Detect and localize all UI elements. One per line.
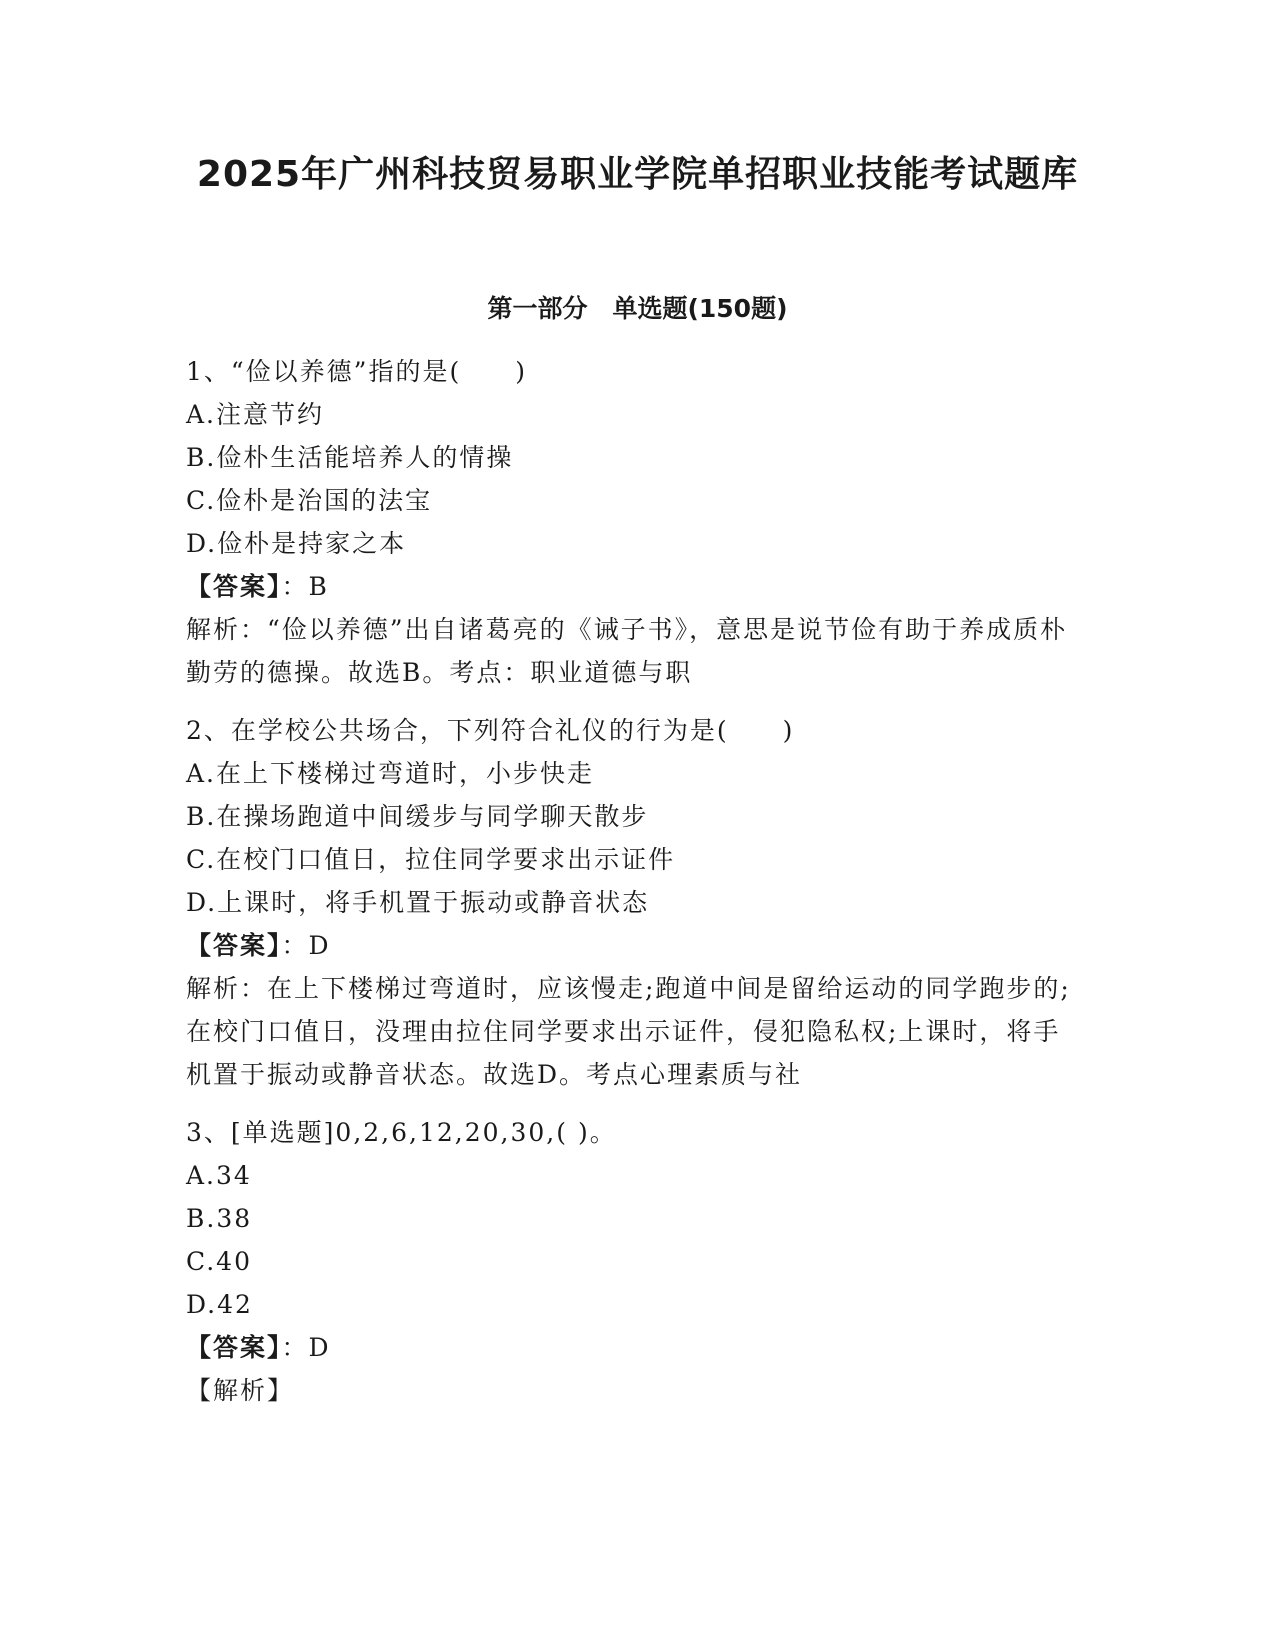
question-stem: 3、[单选题]0,2,6,12,20,30,( )。 [186, 1118, 617, 1147]
document-title: 2025年广州科技贸易职业学院单招职业技能考试题库 [196, 154, 1079, 195]
option-a: A.注意节约 [186, 400, 325, 429]
analysis-heading: 【解析】 [186, 1376, 295, 1405]
option-c: C.俭朴是治国的法宝 [186, 486, 433, 515]
option-a: A.在上下楼梯过弯道时，小步快走 [186, 759, 595, 788]
option-d: D.上课时，将手机置于振动或静音状态 [186, 888, 650, 917]
analysis-text: 解析：“俭以养德”出自诸葛亮的《诫子书》，意思是说节俭有助于养成质朴勤劳的德操。故选B。考点：职业道德与职 [186, 615, 1068, 687]
option-b: B.38 [186, 1204, 253, 1233]
analysis-text: 解析：在上下楼梯过弯道时，应该慢走;跑道中间是留给运动的同学跑步的;在校门口值日，没理由拉住同学要求出示证件，侵犯隐私权;上课时，将手机置于振动或静音状态。故选D。考点心理素质与社 [186, 974, 1071, 1089]
answer-line [186, 924, 1086, 967]
answer-line [186, 1326, 1086, 1369]
question-stem: 1、“俭以养德”指的是( ) [186, 357, 527, 386]
option-b: B.在操场跑道中间缓步与同学聊天散步 [186, 802, 649, 831]
answer-value: ：B [281, 572, 329, 601]
answer-label: 【答案】 [186, 1333, 282, 1362]
question-stem: 2、在学校公共场合，下列符合礼仪的行为是( ) [186, 716, 795, 745]
section-title: 第一部分 单选题(150题) [487, 294, 788, 323]
question-list [186, 350, 1086, 1427]
question-1 [186, 350, 1086, 694]
option-d: D.42 [186, 1290, 253, 1319]
answer-label: 【答案】 [186, 931, 282, 960]
question-2 [186, 709, 1086, 1096]
answer-line [186, 565, 1086, 608]
option-b: B.俭朴生活能培养人的情操 [186, 443, 514, 472]
option-d: D.俭朴是持家之本 [186, 529, 407, 558]
answer-label: 【答案】 [186, 572, 282, 601]
option-a: A.34 [186, 1161, 252, 1190]
option-c: C.40 [186, 1247, 252, 1276]
option-c: C.在校门口值日，拉住同学要求出示证件 [186, 845, 676, 874]
answer-value: ：D [281, 931, 331, 960]
question-3 [186, 1111, 1086, 1412]
answer-value: ：D [281, 1333, 331, 1362]
